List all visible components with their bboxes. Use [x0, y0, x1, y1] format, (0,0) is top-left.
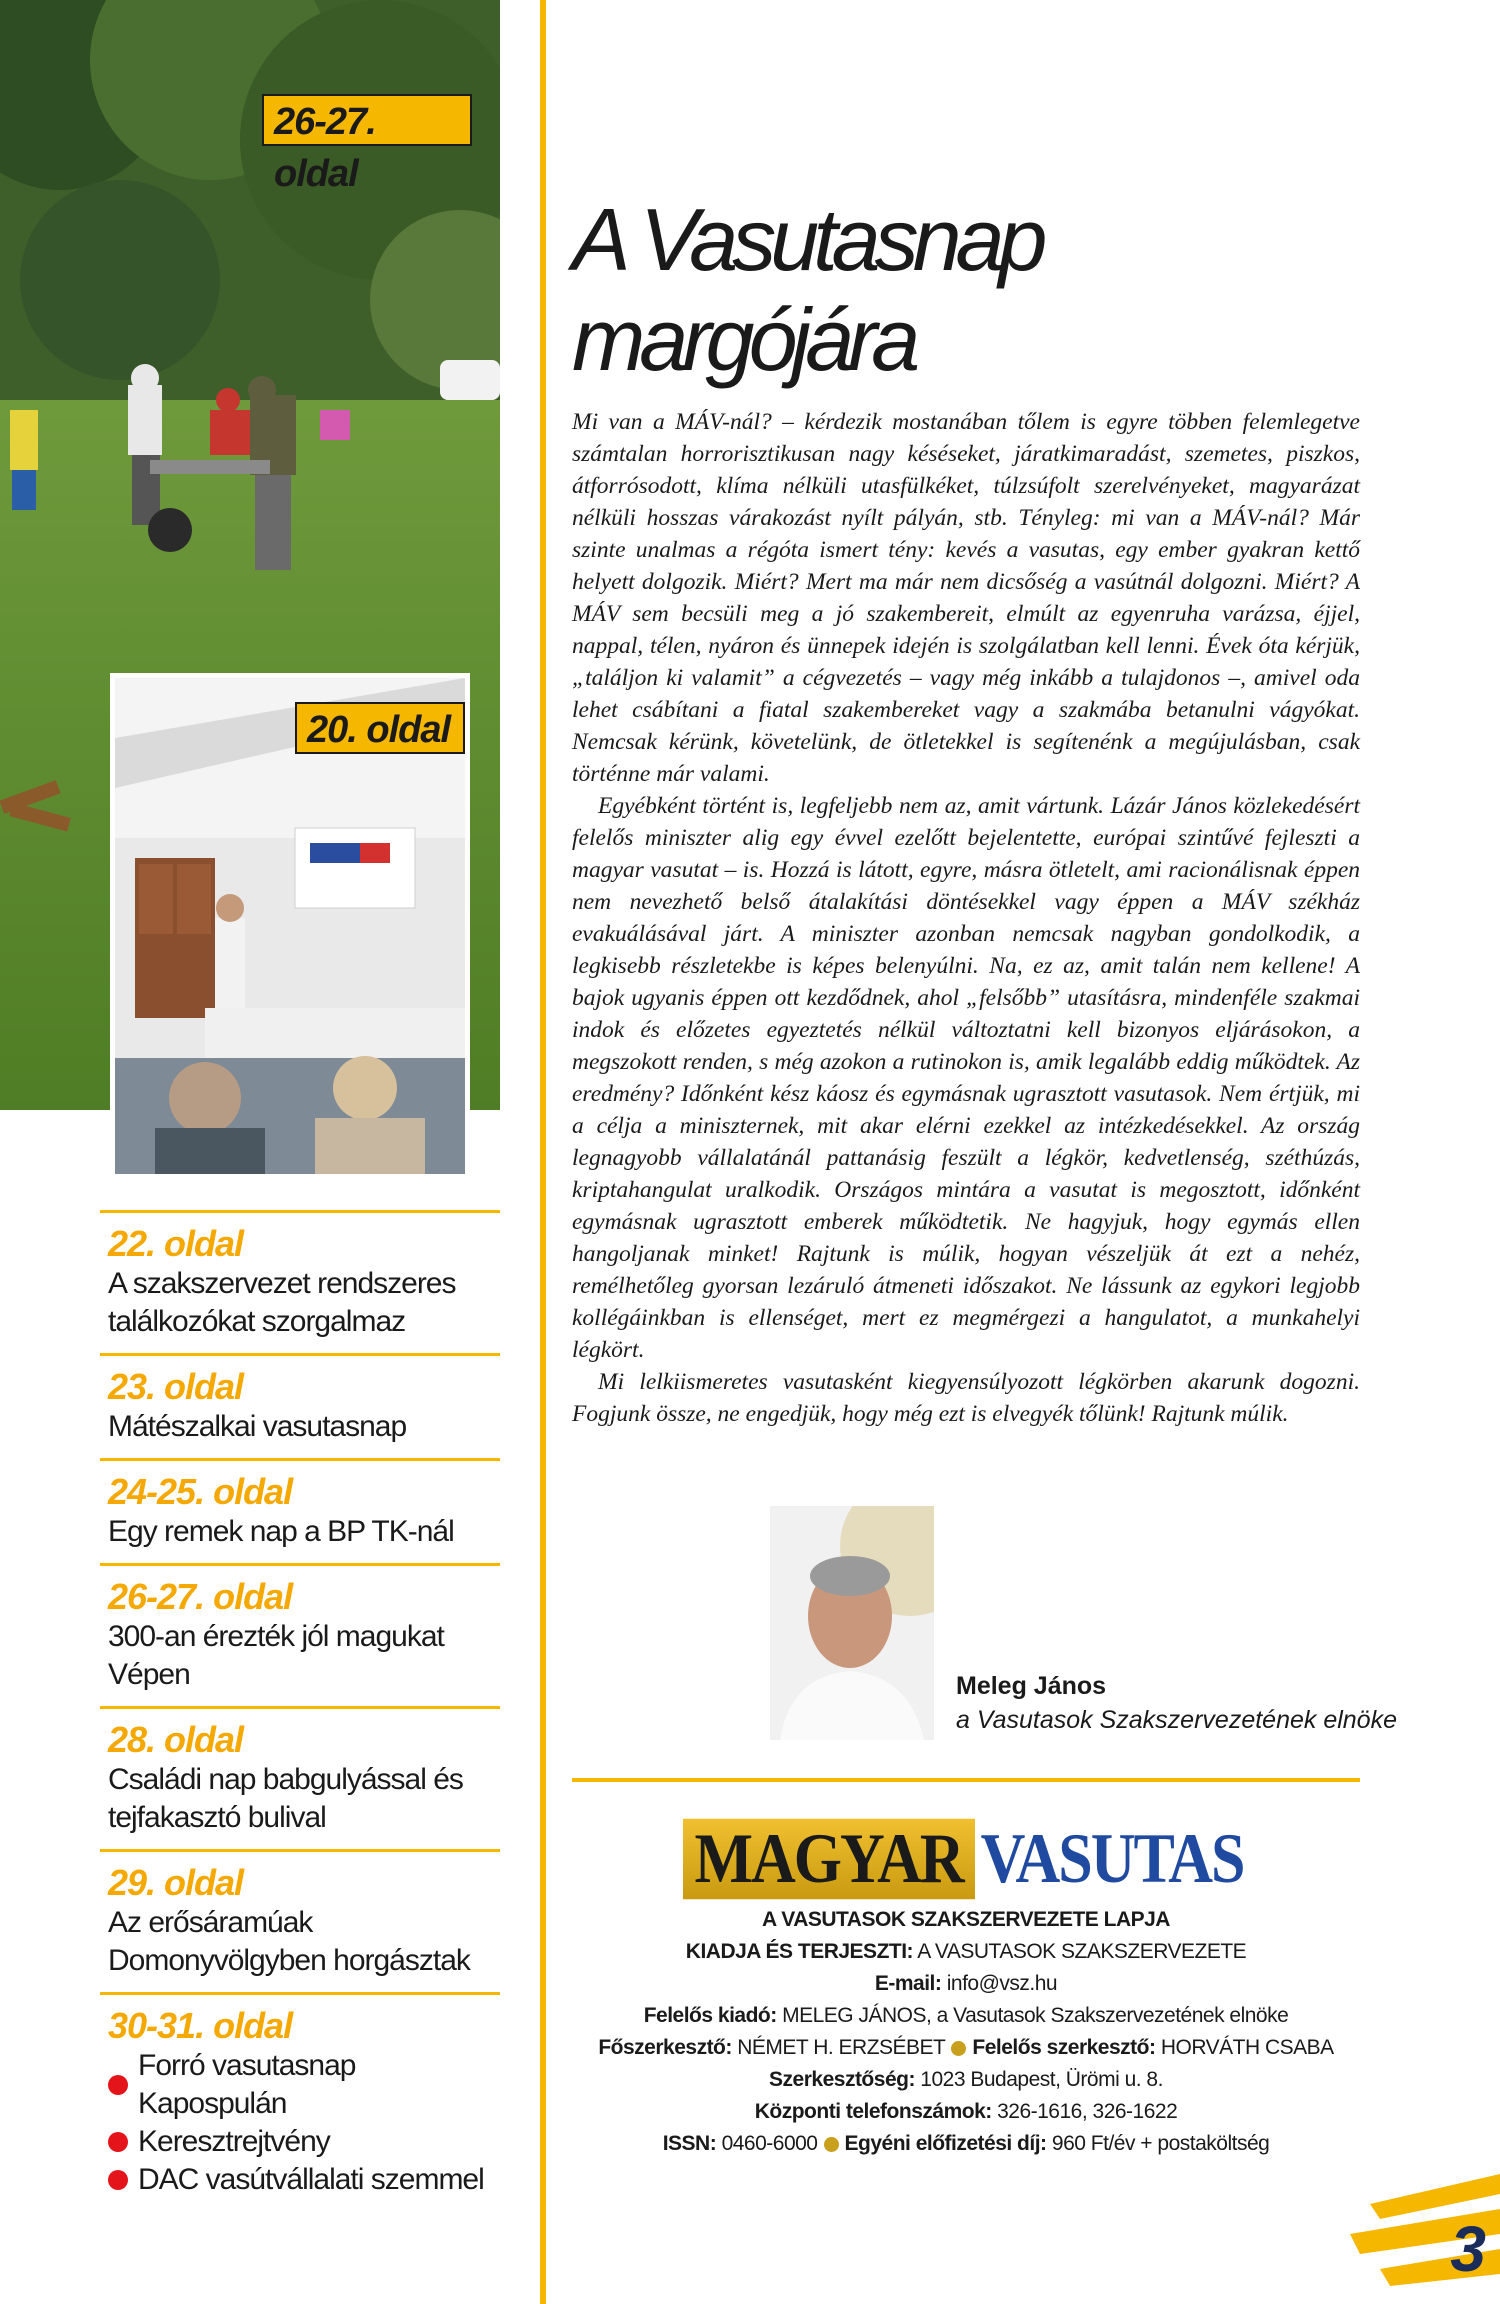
toc-page: 30-31. oldal: [108, 2005, 293, 2046]
masthead: [572, 1820, 1360, 2160]
value: 960 Ft/év + postaköltség: [1051, 2132, 1270, 2155]
page-tag-top: 26-27. oldal: [262, 94, 472, 146]
toc-item[interactable]: [100, 1458, 500, 1563]
value: 0460-6000: [721, 2132, 818, 2155]
toc-item[interactable]: [100, 1849, 500, 1992]
logo-word-2: VASUTAS: [980, 1819, 1244, 1899]
bullet-dot-icon: [108, 2170, 128, 2190]
label: Központi telefonszámok:: [754, 2100, 992, 2123]
value: A VASUTASOK SZAKSZERVEZETE: [917, 1940, 1247, 1963]
toc-desc: Családi nap babgulyással és tejfakasztó bulival: [108, 1763, 463, 1834]
page-tag-meeting: 20. oldal: [295, 702, 465, 754]
article-title: A Vasutasnap margójára: [572, 190, 1042, 389]
masthead-line: [572, 2032, 1360, 2064]
toc-page: 28. oldal: [108, 1719, 244, 1760]
label: E-mail:: [874, 1972, 942, 1995]
article-paragraph: Mi van a MÁV-nál? – kérdezik mostanában tőlem is egyre többen felemlegetve számtalan horrorisztikusan nagy késéseket, járatkimaradást, szemetes, piszkos, átforrósodott, klíma nélküli utasfülkéket, túlzsúfolt szerelvényeket, magyarázat nélküli hosszas várakozást nyílt pályán, stb. Tényleg: mi van a MÁV-nál? Már szinte unalmas a régóta ismert tény: kevés a vasutas, egy ember gyakran kettő helyett dolgozik. Miért? Mert ma már nem dicsőség a vasútnál dolgozni. Miért? A MÁV sem becsüli meg a jó szakembereit, elmúlt az egyenruha varázsa, éjjel, nappal, télen, nyáron és ünnepek idején is szolgálatban kell lenni. Évek óta kérjük, „találjon ki valamit” a cégvezetés – vagy még inkább a tulajdonos –, amivel oda lehet csábítani a fiatal szakembereket vagy a szakmába betanulni vágyókat. Nemcsak kérünk, követelünk, de ötletekkel is segítenénk a megújulásban, csak történne már valami.: [572, 409, 1360, 787]
toc-desc: A szakszervezet rendszeres találkozókat szorgalmaz: [108, 1267, 456, 1338]
meeting-photo: [110, 673, 470, 1179]
toc-bullet-item: [108, 2047, 500, 2123]
publication-subtitle: A VASUTASOK SZAKSZERVEZETE LAPJA: [762, 1908, 1170, 1931]
value: 1023 Budapest, Ürömi u. 8.: [920, 2068, 1163, 2091]
email-link[interactable]: info@vsz.hu: [946, 1972, 1058, 1995]
masthead-line: [572, 1968, 1360, 2000]
label: Egyéni előfizetési díj:: [844, 2132, 1047, 2155]
logo-word-1: MAGYAR: [683, 1819, 975, 1900]
toc-item[interactable]: [100, 1992, 500, 2211]
value: MELEG JÁNOS, a Vasutasok Szakszervezetének elnöke: [782, 2004, 1289, 2027]
toc-desc: 300-an érezték jól magukat Vépen: [108, 1620, 444, 1691]
toc-page: 23. oldal: [108, 1366, 244, 1407]
bullet-dot-icon: [108, 2075, 128, 2095]
author-name: Meleg János: [956, 1672, 1107, 1700]
section-rule: [572, 1778, 1360, 1782]
masthead-line: [572, 2064, 1360, 2096]
separator-dot-icon: [951, 2041, 966, 2056]
toc-page: 22. oldal: [108, 1223, 244, 1264]
left-column: [0, 0, 512, 2304]
table-of-contents: [100, 1210, 500, 2211]
toc-item[interactable]: [100, 1353, 500, 1458]
toc-page: 26-27. oldal: [108, 1576, 293, 1617]
label: Felelős kiadó:: [643, 2004, 777, 2027]
author-role: a Vasutasok Szakszervezetének elnöke: [956, 1706, 1397, 1734]
toc-page: 29. oldal: [108, 1862, 244, 1903]
page-corner: [1340, 2174, 1500, 2304]
toc-desc: Egy remek nap a BP TK-nál: [108, 1515, 454, 1548]
masthead-line: [572, 2128, 1360, 2160]
toc-item[interactable]: [100, 1563, 500, 1706]
label: ISSN:: [662, 2132, 717, 2155]
label: Felelős szerkesztő:: [972, 2036, 1156, 2059]
column-divider: [540, 0, 546, 2304]
toc-page: 24-25. oldal: [108, 1471, 293, 1512]
article-paragraph: Egyébként történt is, legfeljebb nem az, amit vártunk. Lázár János közlekedésért felelős miniszter alig egy évvel ezelőtt bejelentette, európai szintűvé fejleszti a magyar vasutat – is. Hozzá is látott, egyre, másra ötletelt, ami racionálisnak éppen nem nevezhető belső átalakítási döntésekkel vagy éppen a MÁV székház evakuálásával járt. A miniszter azonban nemcsak nagyban gondolkodik, a legkisebb részletekbe is képes belenyúlni. Na, ez az, amit talán nem kellene! A bajok ugyanis éppen ott kezdődnek, ahol „felsőbb” utasításra, mindenféle szakmai indok és előzetes egyeztetés nélkül változtatni kell bizonyos eljárásokon, a megszokott renden, s még azokon a rutinokon is, amik legalább eddig működtek. Az eredmény? Időnként kész káosz és egymásnak ugrasztott vasutasok. Nem értjük, mi a célja a miniszternek, mit akar elérni ezekkel az intézkedésekkel. Az ország legnagyobb vállalatánál pattanásig feszült a légkör, kedvetlenség, széthúzás, kriptahangulat uralkodik. Országos mintára a vasutat is megosztott, időnként egymásnak ugrasztott emberek működtetik. Ne hagyjuk, hogy egymás ellen hangoljanak minket! Rajtunk is múlik, hogyan vészeljük át ezt a nehéz, remélhetőleg gyorsan lezáruló átmeneti időszakot. Ne lássunk az egykori legjobb kollégáinkban is ellenséget, mert ez megmérgezi a hangulatot, a munkahelyi légkört.: [572, 793, 1360, 1363]
bullet-dot-icon: [108, 2132, 128, 2152]
label: KIADJA ÉS TERJESZTI:: [685, 1940, 914, 1963]
author-block: [770, 1506, 1397, 1740]
toc-desc: Mátészalkai vasutasnap: [108, 1410, 407, 1443]
toc-item[interactable]: [100, 1210, 500, 1353]
masthead-line: [572, 1936, 1360, 1968]
label: Főszerkesztő:: [598, 2036, 732, 2059]
toc-bullet-text: Forró vasutasnap Kapospulán: [138, 2049, 356, 2120]
separator-dot-icon: [824, 2137, 839, 2152]
masthead-line: [572, 2096, 1360, 2128]
value: NÉMET H. ERZSÉBET: [737, 2036, 946, 2059]
toc-bullet-text: Keresztrejtvény: [138, 2125, 330, 2158]
page-number: 3: [1450, 2213, 1486, 2285]
editorial-article: [572, 190, 1360, 1430]
toc-bullet-item: [108, 2123, 500, 2161]
value: 326-1616, 326-1622: [997, 2100, 1178, 2123]
toc-bullet-item: [108, 2161, 500, 2199]
magazine-logo: [572, 1819, 1360, 1899]
label: Szerkesztőség:: [769, 2068, 915, 2091]
toc-bullet-text: DAC vasútvállalati szemmel: [138, 2163, 484, 2196]
toc-desc: Az erősáramúak Domonyvölgyben horgásztak: [108, 1906, 470, 1977]
masthead-line: [572, 2000, 1360, 2032]
author-portrait: [770, 1506, 934, 1740]
value: HORVÁTH CSABA: [1160, 2036, 1334, 2059]
toc-item[interactable]: [100, 1706, 500, 1849]
masthead-line: [572, 1904, 1360, 1936]
article-paragraph: Mi lelkiismeretes vasutasként kiegyensúlyozott légkörben akarunk dogozni. Fogjunk össze, ne engedjük, hogy még ezt is elvegyék tőlünk! Rajtunk múlik.: [572, 1369, 1360, 1427]
